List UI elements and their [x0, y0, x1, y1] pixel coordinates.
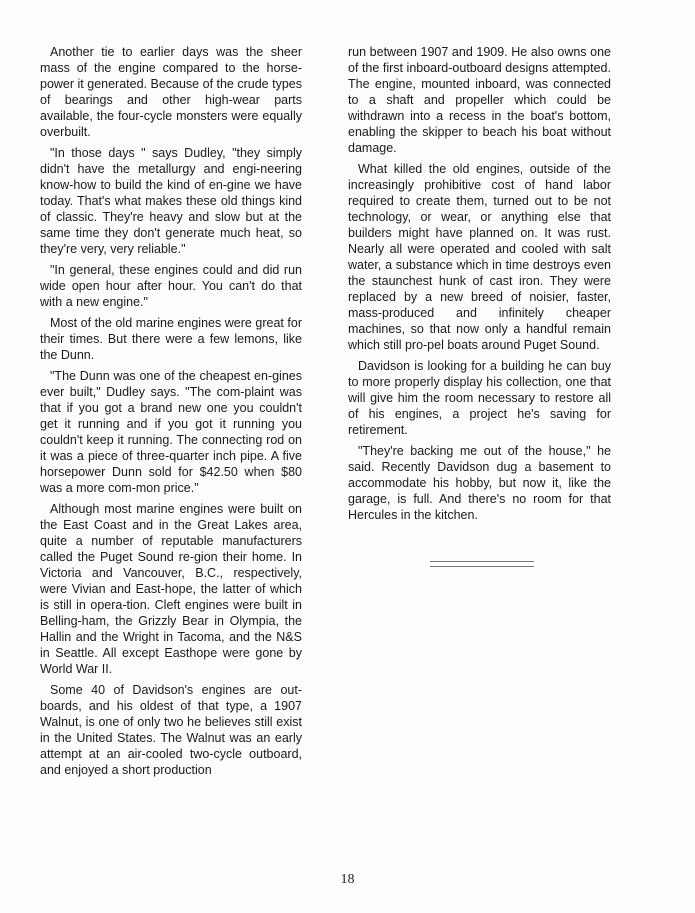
- section-end-rule: [430, 561, 534, 567]
- paragraph: Most of the old marine engines were great for their times. But there were a few lemons, like the Dunn.: [40, 316, 302, 362]
- paragraph: "The Dunn was one of the cheapest en-gines ever built," Dudley says. "The com-plaint was that if you got a brand new one you couldn't get it running and if you got it running you couldn't keep it running. The connecting rod on it was a piece of three-quarter inch pipe. A five horsepower Dunn sold for $42.50 when $80 was a more com-mon price.": [40, 369, 302, 495]
- paragraph: Some 40 of Davidson's engines are out-boards, and his oldest of that type, a 1907 Walnut, is one of only two he believes still exist in the United States. The Walnut was an early attempt at an air-cooled two-cycle outboard, and enjoyed a short production: [40, 683, 302, 777]
- paragraph: "In those days " says Dudley, "they simply didn't have the metallurgy and engi-neering know-how to build the kind of en-gine we have today. That's what makes these old things kind of classic. They're heavy and slow but at the same time they don't generate much heat, so they're very, very reliable.": [40, 146, 302, 256]
- page-number: 18: [340, 872, 355, 887]
- paragraph: What killed the old engines, outside of the increasingly prohibitive cost of hand labor required to create them, turned out to be not technology, or wear, or anything else that builders might have planned on. It was rust. Nearly all were operated and cooled with salt water, a substance which in time destroys even the staunchest hunk of cast iron. They were replaced by a new breed of noisier, faster, mass-produced and infinitely cheaper machines, so that now only a handful remain which still pro-pel boats around Puget Sound.: [348, 162, 611, 352]
- paragraph: run between 1907 and 1909. He also owns one of the first inboard-outboard designs attempted. The engine, mounted inboard, was connected to a shaft and propeller which could be withdrawn into a recess in the boat's bottom, enabling the skipper to beach his boat without damage.: [348, 45, 611, 155]
- paragraph: Another tie to earlier days was the sheer mass of the engine compared to the horse-power it generated. Because of the crude types of bearings and other high-wear parts available, the four-cycle monsters were equally overbuilt.: [40, 45, 302, 139]
- right-column: [348, 44, 611, 528]
- paragraph: "They're backing me out of the house," he said. Recently Davidson dug a basement to accommodate his hobby, but now it, like the garage, is full. And there's no room for that Hercules in the kitchen.: [348, 444, 611, 522]
- paragraph: Davidson is looking for a building he can buy to more properly display his collection, one that will give him the room necessary to restore all of his engines, a project he's saving for retirement.: [348, 359, 611, 437]
- left-column: [40, 44, 302, 783]
- paragraph: Although most marine engines were built on the East Coast and in the Great Lakes area, quite a number of reputable manufacturers called the Puget Sound re-gion their home. In Victoria and Vancouver, B.C., respectively, were Vivian and East-hope, the latter of which is still in opera-tion. Cleft engines were built in Belling-ham, the Grizzly Bear in Olympia, the Hallin and the Wright in Tacoma, and the N&S in Seattle. All except Easthope were gone by World War II.: [40, 502, 302, 676]
- paragraph: "In general, these engines could and did run wide open hour after hour. You can't do that with a new engine.": [40, 263, 302, 309]
